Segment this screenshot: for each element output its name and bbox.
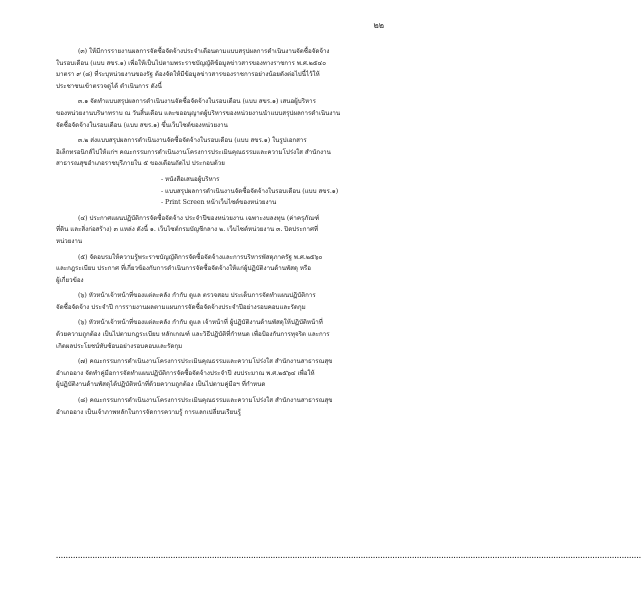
text-line: ๓.๑ จัดทำแบบสรุปผลการดำเนินงานจัดซื้อจัดจ้างในรอบเดือน (แบบ สขร.๑) เสนอผู้บริหาร xyxy=(78,98,316,106)
list-item: - หนังสือเสนอผู้บริหาร xyxy=(161,175,220,183)
text-line: ด้วยความถูกต้อง เป็นไปตามกฎระเบียบ หลักเกณฑ์ และวิธีปฏิบัติที่กำหนด เพื่อป้องกันการทุจริต และการ xyxy=(56,331,330,339)
text-line: มาตรา ๙ (๘) ที่ระบุหน่วยงานของรัฐ ต้องจัดให้มีข้อมูลข่าวสารของราชการอย่างน้อยดังต่อไปนี้ไว้ให้ xyxy=(56,71,320,79)
text-line: ในรอบเดือน (แบบ สขร.๑) เพื่อให้เป็นไปตามพระราชบัญญัติข้อมูลข่าวสารของทางราชการ พ.ศ.๒๕๔๐ xyxy=(56,59,326,67)
document-body xyxy=(56,46,378,418)
text-line: (๖) หัวหน้าเจ้าหน้าที่ของแต่ละคลัง กำกับ ดูแล ตรวจสอบ ประเด็นการจัดทำแผนปฏิบัติการ xyxy=(78,292,316,300)
paragraph-3-1 xyxy=(56,96,378,131)
text-line: (๕) จัดอบรมให้ความรู้พระราชบัญญัติการจัดซื้อจัดจ้างและการบริหารพัสดุภาครัฐ พ.ศ.๒๕๖๐ xyxy=(78,253,323,261)
text-line: จัดซื้อจัดจ้าง ประจำปี การรายงานผลตามแผนการจัดซื้อจัดจ้างประจำปีอย่างรอบคอบและรัดกุม xyxy=(56,303,306,311)
paragraph-3 xyxy=(56,46,378,92)
paragraph-6a xyxy=(56,290,378,313)
text-line: หน่วยงาน xyxy=(56,237,83,245)
footer-dotted-line: ................................................................................................................................................................................................................................................ xyxy=(56,553,641,560)
text-line: อำเภออาง เป็นเจ้าภาพหลักในการจัดการความรู้ การแลกเปลี่ยนเรียนรู้ xyxy=(56,408,241,416)
text-line: อำเภออาง จัดทำคู่มือการจัดทำแผนปฏิบัติการจัดซื้อจัดจ้างประจำปี งบประมาณ พ.ศ.๒๕๖๔ เพื่อให้ xyxy=(56,369,315,377)
text-line: และกฎระเบียบ ประกาศ ที่เกี่ยวข้องกับการดำเนินการจัดซื้อจัดจ้างให้แก่ผู้ปฏิบัติงานด้านพัสดุ หรือ xyxy=(56,265,311,273)
paragraph-4 xyxy=(56,213,378,248)
list-item: - แบบสรุปผลการดำเนินงานจัดซื้อจัดจ้างในรอบเดือน (แบบ สขร.๑) xyxy=(161,187,339,195)
paragraph-5 xyxy=(56,252,378,287)
text-line: (๓) ให้มีการรายงานผลการจัดซื้อจัดจ้างประจำเดือนตามแบบสรุปผลการดำเนินงานจัดซื้อจัดจ้าง xyxy=(78,48,330,55)
text-line: ประชาชนเข้าตรวจดูได้ ดำเนินการ ดังนี้ xyxy=(56,82,162,90)
paragraph-7 xyxy=(56,356,378,391)
paragraph-8 xyxy=(56,395,378,418)
text-line: (๘) คณะกรรมการดำเนินงานโครงการประเมินคุณธรรมและความโปร่งใส สำนักงานสาธารณสุข xyxy=(78,397,333,405)
text-line: (๔) ประกาศแผนปฏิบัติการจัดซื้อจัดจ้าง ประจำปีของหน่วยงาน เฉพาะงบลงทุน (ค่าครุภัณฑ์ xyxy=(78,214,320,222)
text-line: ผู้ปฏิบัติงานด้านพัสดุได้ปฏิบัติหน้าที่ด้วยความถูกต้อง เป็นไปตามคู่มือฯ ที่กำหนด xyxy=(56,381,266,389)
text-line: ของหน่วยงานบริษาทราบ ณ วันสิ้นเดือน และขออนุญาตผู้บริหารของหน่วยงานนำแบบสรุปผลการดำเนินงาน xyxy=(56,109,341,117)
attachment-list xyxy=(56,174,378,209)
text-line: ที่ดิน และสิ่งก่อสร้าง) ๓ แหล่ง ดังนี้ ๑. เว็บไซต์กรมบัญชีกลาง ๒. เว็บไซต์หน่วยงาน ๓. ปิดประกาศที่ xyxy=(56,226,319,234)
text-line: สาธารณสุขอำเภอราชบุรีภายใน ๕ ของเดือนถัดไป ประกอบด้วย xyxy=(56,160,225,168)
text-line: (๖) หัวหน้าเจ้าหน้าที่ของแต่ละคลัง กำกับ ดูแล เจ้าหน้าที่ ผู้ปฏิบัติงานด้านพัสดุให้ปฏิบัติหน้าที่ xyxy=(78,319,323,327)
text-line: เกิดผลประโยชน์ทับซ้อนอย่างรอบคอบและรัดกุม xyxy=(56,342,183,350)
text-line: ผู้เกี่ยวข้อง xyxy=(56,276,84,284)
text-line: (๗) คณะกรรมการดำเนินงานโครงการประเมินคุณธรรมและความโปร่งใส สำนักงานสาธารณสุข xyxy=(78,358,333,366)
paragraph-3-2 xyxy=(56,135,378,170)
paragraph-6b xyxy=(56,317,378,352)
text-line: อิเล็กทรอนิกส์ไปให้แก่ฯ คณะกรรมการดำเนินงานโครงการประเมินคุณธรรมและความโปร่งใส สำนักงาน xyxy=(56,148,331,156)
text-line: ๓.๒ ส่งแบบสรุปผลการดำเนินงานจัดซื้อจัดจ้างในรอบเดือน (แบบ สขร.๑) ในรูปเอกสาร xyxy=(78,137,307,145)
text-line: จัดซื้อจัดจ้างในรอบเดือน (แบบ สขร.๑) ขึ้นเว็บไซต์ของหน่วยงาน xyxy=(56,121,228,129)
list-item: - Print Screen หน้าเว็บไซต์ของหน่วยงาน xyxy=(161,199,277,207)
page-number: ๒๒ xyxy=(373,21,384,30)
